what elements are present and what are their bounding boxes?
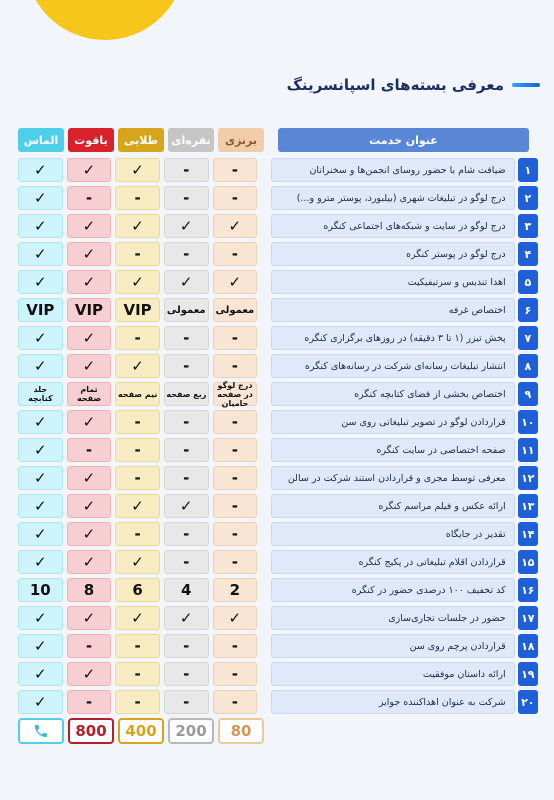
table-row: [18, 354, 538, 378]
row-number: ۱۱: [518, 438, 538, 462]
row-number: ۱۷: [518, 606, 538, 630]
decorative-donut: [25, 0, 185, 40]
price-gold: 400: [118, 718, 164, 744]
row-number: ۱۴: [518, 522, 538, 546]
table-row: [18, 550, 538, 574]
cell-ruby: ✓: [67, 550, 112, 574]
header-ruby: یاقوت: [68, 128, 114, 152]
cell-bronze: -: [213, 466, 258, 490]
cell-ruby: ✓: [67, 410, 112, 434]
service-label: قراردادن پرچم روی سن: [271, 634, 515, 658]
service-label: قراردادن لوگو در تصویر تبلیغاتی روی سن: [271, 410, 515, 434]
page-title: معرفی بسته‌های اسپانسرینگ: [286, 76, 504, 94]
cell-gold: ✓: [115, 214, 160, 238]
row-number: ۶: [518, 298, 538, 322]
cell-gold: ✓: [115, 550, 160, 574]
cell-gold: -: [115, 690, 160, 714]
row-number: ۲۰: [518, 690, 538, 714]
phone-icon[interactable]: [18, 718, 64, 744]
price-silver: 200: [168, 718, 214, 744]
price-ruby: 800: [68, 718, 114, 744]
table-row: [18, 382, 538, 406]
cell-ruby: VIP: [67, 298, 112, 322]
cell-gold: نیم صفحه: [115, 382, 160, 406]
service-label: پخش تیزر (۱ تا ۳ دقیقه) در روزهای برگزاری کنگره: [271, 326, 515, 350]
cell-diamond: ✓: [18, 326, 63, 350]
row-number: ۱۹: [518, 662, 538, 686]
service-label: اختصاص بخشی از فضای کتابچه کنگره: [271, 382, 514, 406]
title-bar: [287, 76, 540, 94]
cell-gold: -: [115, 326, 160, 350]
cell-silver: ✓: [164, 494, 209, 518]
cell-ruby: تمام صفحه: [67, 382, 112, 406]
service-label: قراردادن اقلام تبلیغاتی در پکیج کنگره: [271, 550, 515, 574]
cell-bronze: -: [213, 326, 258, 350]
row-number: ۱۰: [518, 410, 538, 434]
cell-diamond: ✓: [18, 634, 63, 658]
cell-gold: -: [115, 634, 160, 658]
cell-bronze: -: [213, 158, 258, 182]
cell-silver: -: [164, 662, 209, 686]
cell-silver: -: [164, 326, 209, 350]
row-number: ۵: [518, 270, 538, 294]
service-label: انتشار تبلیغات رسانه‌ای شرکت در رسانه‌های کنگره: [271, 354, 515, 378]
row-number: ۴: [518, 242, 538, 266]
row-number: ۹: [518, 382, 538, 406]
cell-ruby: ✓: [67, 270, 112, 294]
service-label: اهدا تندیس و سرتیفیکیت: [271, 270, 515, 294]
packages-table: [18, 128, 538, 744]
cell-bronze: معمولی: [213, 298, 258, 322]
service-label: ضیافت شام با حضور روسای انجمن‌ها و سخنرانان: [271, 158, 515, 182]
header-silver: نقره‌ای: [168, 128, 214, 152]
cell-silver: 4: [164, 578, 209, 602]
cell-bronze: -: [213, 354, 258, 378]
cell-bronze: -: [213, 410, 258, 434]
cell-gold: 6: [115, 578, 160, 602]
cell-ruby: ✓: [67, 158, 112, 182]
cell-silver: -: [164, 410, 209, 434]
cell-diamond: ✓: [18, 662, 63, 686]
table-row: [18, 242, 538, 266]
table-header: [18, 128, 538, 152]
cell-ruby: ✓: [67, 326, 112, 350]
cell-bronze: ✓: [213, 214, 258, 238]
table-row: [18, 606, 538, 630]
cell-ruby: -: [67, 634, 112, 658]
cell-diamond: ✓: [18, 214, 63, 238]
cell-bronze: ✓: [213, 270, 258, 294]
cell-ruby: ✓: [67, 522, 112, 546]
table-row: [18, 326, 538, 350]
cell-gold: -: [115, 242, 160, 266]
cell-gold: -: [115, 522, 160, 546]
cell-gold: -: [115, 438, 160, 462]
cell-silver: -: [164, 550, 209, 574]
service-label: اختصاص غرفه: [271, 298, 515, 322]
table-row: [18, 186, 538, 210]
cell-diamond: جلد کتابچه: [18, 382, 63, 406]
cell-diamond: ✓: [18, 494, 63, 518]
cell-gold: -: [115, 186, 160, 210]
table-row: [18, 158, 538, 182]
cell-ruby: ✓: [67, 214, 112, 238]
cell-silver: -: [164, 186, 209, 210]
table-row: [18, 298, 538, 322]
cell-ruby: ✓: [67, 466, 112, 490]
cell-diamond: 10: [18, 578, 63, 602]
table-body: [18, 158, 538, 714]
row-number: ۱۵: [518, 550, 538, 574]
row-number: ۱۸: [518, 634, 538, 658]
table-row: [18, 690, 538, 714]
cell-ruby: 8: [67, 578, 112, 602]
cell-diamond: ✓: [18, 550, 63, 574]
cell-diamond: ✓: [18, 606, 63, 630]
header-gold: طلایی: [118, 128, 164, 152]
header-diamond: الماس: [18, 128, 64, 152]
service-label: کد تخفیف ۱۰۰ درصدی حضور در کنگره: [271, 578, 515, 602]
row-number: ۱۶: [518, 578, 538, 602]
table-row: [18, 410, 538, 434]
cell-diamond: VIP: [18, 298, 63, 322]
cell-silver: -: [164, 466, 209, 490]
cell-ruby: ✓: [67, 606, 112, 630]
cell-gold: -: [115, 410, 160, 434]
cell-silver: معمولی: [164, 298, 209, 322]
cell-ruby: -: [67, 690, 112, 714]
table-row: [18, 438, 538, 462]
cell-silver: ✓: [164, 270, 209, 294]
cell-bronze: -: [213, 494, 258, 518]
cell-bronze: 2: [213, 578, 258, 602]
table-row: [18, 214, 538, 238]
cell-gold: -: [115, 466, 160, 490]
cell-bronze: درج لوگو در صفحه حامیان: [213, 382, 258, 406]
row-number: ۱: [518, 158, 538, 182]
row-number: ۷: [518, 326, 538, 350]
cell-gold: ✓: [115, 270, 160, 294]
cell-gold: ✓: [115, 494, 160, 518]
service-label: ارائه عکس و فیلم مراسم کنگره: [271, 494, 515, 518]
row-number: ۸: [518, 354, 538, 378]
cell-diamond: ✓: [18, 690, 63, 714]
cell-diamond: ✓: [18, 186, 63, 210]
cell-diamond: ✓: [18, 522, 63, 546]
cell-gold: VIP: [115, 298, 160, 322]
service-label: درج لوگو در پوستر کنگره: [271, 242, 515, 266]
cell-silver: -: [164, 158, 209, 182]
header-bronze: برنزی: [218, 128, 264, 152]
service-label: صفحه اختصاصی در سایت کنگره: [271, 438, 515, 462]
cell-bronze: -: [213, 662, 258, 686]
service-label: تقدیر در جایگاه: [271, 522, 515, 546]
table-row: [18, 634, 538, 658]
cell-ruby: ✓: [67, 242, 112, 266]
cell-diamond: ✓: [18, 410, 63, 434]
service-label: شرکت به عنوان اهداکننده جوایز: [271, 690, 515, 714]
table-row: [18, 270, 538, 294]
cell-silver: -: [164, 242, 209, 266]
cell-silver: -: [164, 522, 209, 546]
table-row: [18, 522, 538, 546]
price-bronze: 80: [218, 718, 264, 744]
cell-diamond: ✓: [18, 354, 63, 378]
service-label: معرفی توسط مجری و قراردادن استند شرکت در سالن: [271, 466, 515, 490]
title-accent-line: [512, 83, 540, 87]
cell-diamond: ✓: [18, 158, 63, 182]
service-label: حضور در جلسات تجاری‌سازی: [271, 606, 515, 630]
cell-silver: -: [164, 354, 209, 378]
service-label: ارائه داستان موفقیت: [271, 662, 515, 686]
table-row: [18, 494, 538, 518]
service-label: درج لوگو در تبلیغات شهری (بیلبورد، پوستر مترو و...): [271, 186, 515, 210]
table-row: [18, 662, 538, 686]
row-number: ۲: [518, 186, 538, 210]
cell-ruby: -: [67, 438, 112, 462]
table-row: [18, 466, 538, 490]
cell-bronze: ✓: [213, 606, 258, 630]
cell-bronze: -: [213, 550, 258, 574]
cell-bronze: -: [213, 690, 258, 714]
cell-silver: -: [164, 438, 209, 462]
cell-bronze: -: [213, 438, 258, 462]
cell-ruby: ✓: [67, 354, 112, 378]
row-number: ۳: [518, 214, 538, 238]
cell-gold: ✓: [115, 354, 160, 378]
row-number: ۱۲: [518, 466, 538, 490]
cell-silver: ✓: [164, 214, 209, 238]
cell-gold: ✓: [115, 606, 160, 630]
cell-ruby: ✓: [67, 662, 112, 686]
cell-silver: ربع صفحه: [164, 382, 209, 406]
cell-diamond: ✓: [18, 242, 63, 266]
cell-bronze: -: [213, 186, 258, 210]
cell-diamond: ✓: [18, 438, 63, 462]
cell-ruby: ✓: [67, 494, 112, 518]
cell-diamond: ✓: [18, 270, 63, 294]
cell-silver: -: [164, 634, 209, 658]
cell-diamond: ✓: [18, 466, 63, 490]
cell-bronze: -: [213, 242, 258, 266]
cell-bronze: -: [213, 634, 258, 658]
cell-silver: ✓: [164, 606, 209, 630]
cell-ruby: -: [67, 186, 112, 210]
cell-gold: ✓: [115, 158, 160, 182]
cell-gold: -: [115, 662, 160, 686]
service-label: درج لوگو در سایت و شبکه‌های اجتماعی کنگره: [271, 214, 515, 238]
header-service: عنوان خدمت: [278, 128, 529, 152]
cell-bronze: -: [213, 522, 258, 546]
row-number: ۱۳: [518, 494, 538, 518]
table-row: [18, 578, 538, 602]
cell-silver: -: [164, 690, 209, 714]
price-row: [18, 718, 538, 744]
